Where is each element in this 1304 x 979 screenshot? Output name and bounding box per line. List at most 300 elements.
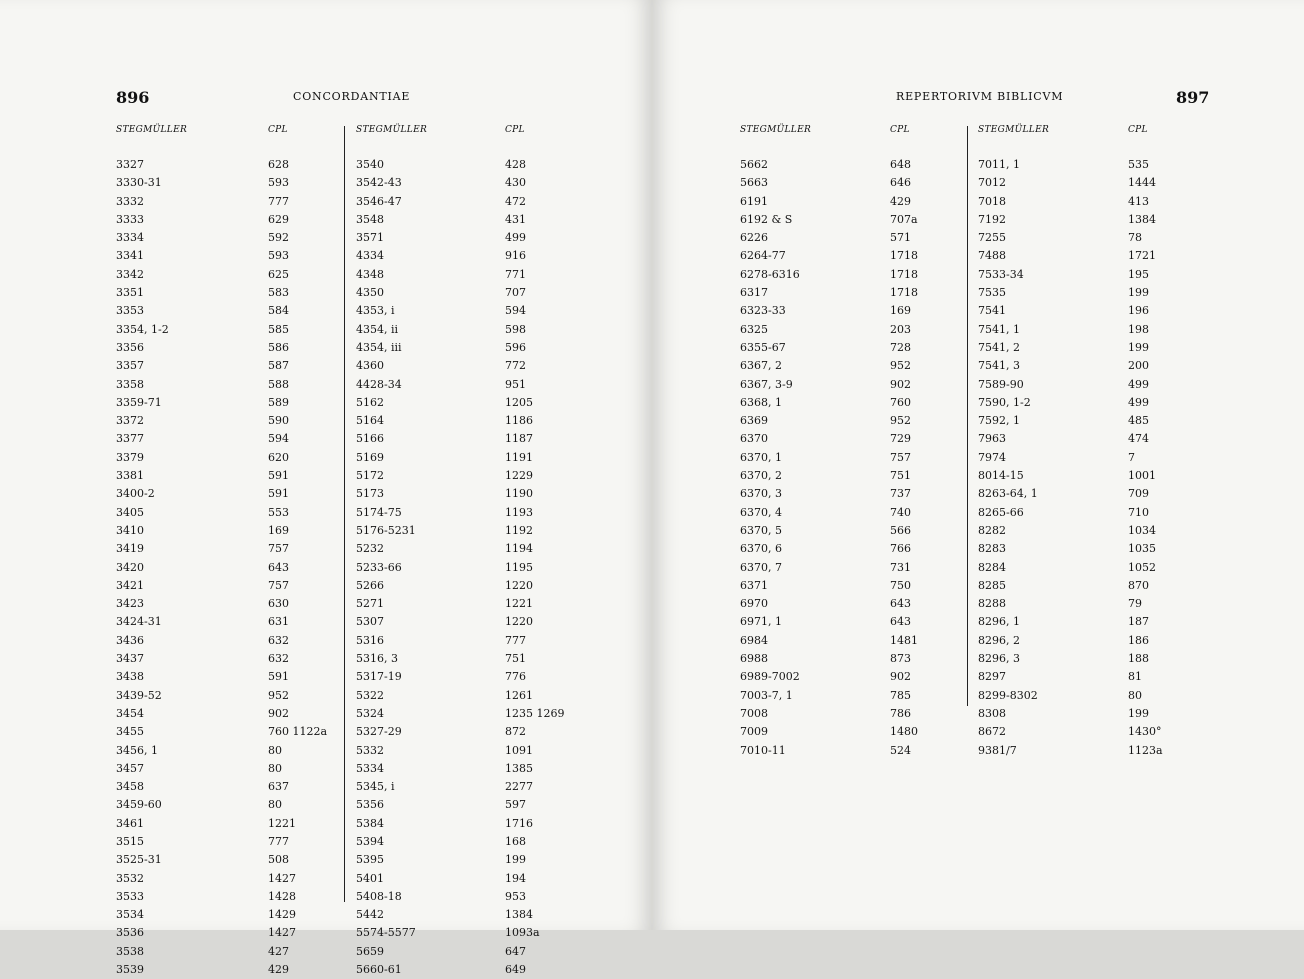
table-cell: 8282	[978, 523, 1006, 537]
table-cell: 5408-18	[356, 889, 402, 903]
table-cell: 1186	[505, 414, 533, 428]
table-cell: 3419	[116, 542, 144, 556]
table-cell: 902	[890, 670, 911, 684]
table-cell: 5345, i	[356, 780, 395, 794]
table-cell: 757	[890, 450, 911, 464]
table-cell: 5174-75	[356, 505, 402, 519]
table-cell: 1034	[1128, 523, 1156, 537]
table-cell: 535	[1128, 158, 1149, 171]
table-cell: 916	[505, 249, 526, 263]
table-cell: 5316, 3	[356, 652, 398, 666]
table-cell: 3534	[116, 908, 144, 922]
table-cell: 429	[890, 194, 911, 208]
table-cell: 632	[268, 633, 289, 647]
table-cell: 1384	[505, 908, 533, 922]
table-cell: 413	[1128, 194, 1149, 208]
table-cell: 429	[268, 963, 289, 977]
table-cell: 786	[890, 706, 911, 720]
table-cell: 707	[505, 286, 526, 300]
table-cell: 5327-29	[356, 725, 402, 739]
table-cell: 571	[890, 231, 911, 245]
table-cell: 594	[505, 304, 526, 318]
table-cell: 1194	[505, 542, 533, 556]
table-cell: 1091	[505, 743, 533, 757]
table-cell: 3377	[116, 432, 144, 446]
table-cell: 1235 1269	[505, 706, 565, 720]
table-cell: 1220	[505, 578, 533, 592]
table-cell: 8014-15	[978, 469, 1024, 483]
table-cell: 6367, 3-9	[740, 377, 793, 391]
table-cell: 428	[505, 158, 526, 171]
table-cell: 199	[1128, 286, 1149, 300]
table-cell: 195	[1128, 267, 1149, 281]
table-cell: 168	[505, 834, 526, 848]
table-cell: 80	[268, 798, 282, 812]
table-cell: 6988	[740, 652, 768, 666]
table-cell: 4354, iii	[356, 340, 402, 354]
table-cell: 777	[268, 194, 289, 208]
table-cell: 79	[1128, 597, 1142, 611]
table-cell: 1123a	[1128, 743, 1163, 757]
stegmuller-column	[740, 156, 800, 760]
table-cell: 3458	[116, 780, 144, 794]
table-cell: 1205	[505, 395, 533, 409]
table-cell: 5166	[356, 432, 384, 446]
table-cell: 5395	[356, 853, 384, 867]
table-cell: 78	[1128, 231, 1142, 245]
table-cell: 8288	[978, 597, 1006, 611]
table-cell: 3372	[116, 414, 144, 428]
table-cell: 585	[268, 322, 289, 336]
table-cell: 586	[268, 340, 289, 354]
table-cell: 199	[505, 853, 526, 867]
cpl-column	[268, 156, 327, 979]
table-cell: 1718	[890, 267, 918, 281]
table-cell: 8285	[978, 578, 1006, 592]
table-cell: 8283	[978, 542, 1006, 556]
table-cell: 3421	[116, 578, 144, 592]
table-cell: 7541, 1	[978, 322, 1020, 336]
table-cell: 508	[268, 853, 289, 867]
table-cell: 737	[890, 487, 911, 501]
table-cell: 3423	[116, 597, 144, 611]
table-cell: 6370, 5	[740, 523, 782, 537]
table-cell: 5266	[356, 578, 384, 592]
column-header-stegmuller: STEGMÜLLER	[740, 125, 812, 135]
table-cell: 5574-5577	[356, 926, 416, 940]
table-cell: 199	[1128, 340, 1149, 354]
table-cell: 766	[890, 542, 911, 556]
table-cell: 740	[890, 505, 911, 519]
table-cell: 7541, 3	[978, 359, 1020, 373]
table-cell: 7010-11	[740, 743, 786, 757]
table-cell: 1385	[505, 761, 533, 775]
table-cell: 953	[505, 889, 526, 903]
table-cell: 4353, i	[356, 304, 395, 318]
table-cell: 757	[268, 578, 289, 592]
table-cell: 524	[890, 743, 911, 757]
table-cell: 3332	[116, 194, 144, 208]
table-cell: 6370, 6	[740, 542, 782, 556]
table-cell: 1429	[268, 908, 296, 922]
table-cell: 196	[1128, 304, 1149, 318]
table-cell: 7541, 2	[978, 340, 1020, 354]
table-cell: 3410	[116, 523, 144, 537]
table-cell: 632	[268, 652, 289, 666]
table-cell: 3424-31	[116, 615, 162, 629]
stegmuller-column	[116, 156, 169, 979]
table-cell: 5660-61	[356, 963, 402, 977]
table-cell: 1190	[505, 487, 533, 501]
table-cell: 200	[1128, 359, 1149, 373]
table-cell: 7011, 1	[978, 158, 1020, 171]
table-cell: 3359-71	[116, 395, 162, 409]
table-cell: 3327	[116, 158, 144, 171]
table-cell: 777	[505, 633, 526, 647]
table-cell: 6971, 1	[740, 615, 782, 629]
table-cell: 7541	[978, 304, 1006, 318]
table-cell: 1444	[1128, 176, 1156, 190]
column-header-cpl: CPL	[268, 125, 288, 135]
table-cell: 203	[890, 322, 911, 336]
table-cell: 751	[505, 652, 526, 666]
table-cell: 7012	[978, 176, 1006, 190]
table-cell: 6370, 3	[740, 487, 782, 501]
table-cell: 3548	[356, 212, 384, 226]
column-header-stegmuller: STEGMÜLLER	[116, 125, 188, 135]
table-cell: 589	[268, 395, 289, 409]
table-cell: 7018	[978, 194, 1006, 208]
table-cell: 3538	[116, 944, 144, 958]
table-cell: 3461	[116, 816, 144, 830]
table-cell: 7192	[978, 212, 1006, 226]
table-cell: 597	[505, 798, 526, 812]
table-cell: 5271	[356, 597, 384, 611]
table-cell: 583	[268, 286, 289, 300]
table-cell: 902	[890, 377, 911, 391]
table-cell: 199	[1128, 706, 1149, 720]
table-cell: 5401	[356, 871, 384, 885]
table-cell: 3330-31	[116, 176, 162, 190]
table-cell: 3356	[116, 340, 144, 354]
table-cell: 649	[505, 963, 526, 977]
table-cell: 3454	[116, 706, 144, 720]
table-cell: 1001	[1128, 469, 1156, 483]
table-cell: 7	[1128, 450, 1135, 464]
table-cell: 951	[505, 377, 526, 391]
table-cell: 430	[505, 176, 526, 190]
table-cell: 3333	[116, 212, 144, 226]
table-cell: 5233-66	[356, 560, 402, 574]
table-cell: 9381/7	[978, 743, 1017, 757]
table-cell: 5663	[740, 176, 768, 190]
table-cell: 7009	[740, 725, 768, 739]
table-cell: 1716	[505, 816, 533, 830]
running-head: CONCORDANTIAE	[293, 90, 411, 103]
table-cell: 3405	[116, 505, 144, 519]
table-cell: 6370, 2	[740, 469, 782, 483]
table-cell: 169	[268, 523, 289, 537]
column-header-stegmuller: STEGMÜLLER	[978, 125, 1050, 135]
table-cell: 4428-34	[356, 377, 402, 391]
table-cell: 80	[268, 743, 282, 757]
table-cell: 6191	[740, 194, 768, 208]
table-cell: 6984	[740, 633, 768, 647]
table-cell: 5324	[356, 706, 384, 720]
table-cell: 8672	[978, 725, 1006, 739]
table-cell: 643	[890, 615, 911, 629]
page-number: 897	[1176, 88, 1210, 107]
table-cell: 777	[268, 834, 289, 848]
column-header-stegmuller: STEGMÜLLER	[356, 125, 428, 135]
table-cell: 6970	[740, 597, 768, 611]
table-cell: 5162	[356, 395, 384, 409]
cpl-column	[890, 156, 918, 760]
table-cell: 731	[890, 560, 911, 574]
table-cell: 3379	[116, 450, 144, 464]
table-cell: 1093a	[505, 926, 540, 940]
table-cell: 8308	[978, 706, 1006, 720]
table-cell: 591	[268, 469, 289, 483]
table-cell: 588	[268, 377, 289, 391]
table-cell: 776	[505, 670, 526, 684]
table-cell: 3532	[116, 871, 144, 885]
table-cell: 5164	[356, 414, 384, 428]
table-cell: 591	[268, 487, 289, 501]
table-cell: 499	[1128, 377, 1149, 391]
table-cell: 592	[268, 231, 289, 245]
table-cell: 3400-2	[116, 487, 155, 501]
table-cell: 591	[268, 670, 289, 684]
table-cell: 750	[890, 578, 911, 592]
table-cell: 1220	[505, 615, 533, 629]
table-cell: 3357	[116, 359, 144, 373]
table-cell: 1221	[505, 597, 533, 611]
table-cell: 5334	[356, 761, 384, 775]
table-cell: 7589-90	[978, 377, 1024, 391]
table-cell: 3437	[116, 652, 144, 666]
table-cell: 6371	[740, 578, 768, 592]
table-cell: 709	[1128, 487, 1149, 501]
table-cell: 3353	[116, 304, 144, 318]
table-cell: 620	[268, 450, 289, 464]
table-cell: 1430°	[1128, 725, 1162, 739]
table-cell: 8297	[978, 670, 1006, 684]
table-cell: 584	[268, 304, 289, 318]
table-cell: 6355-67	[740, 340, 786, 354]
table-cell: 4348	[356, 267, 384, 281]
table-cell: 5317-19	[356, 670, 402, 684]
table-cell: 7008	[740, 706, 768, 720]
table-cell: 6192 & S	[740, 212, 793, 226]
table-cell: 1718	[890, 249, 918, 263]
table-cell: 7535	[978, 286, 1006, 300]
table-cell: 3354, 1-2	[116, 322, 169, 336]
table-cell: 81	[1128, 670, 1142, 684]
table-cell: 4360	[356, 359, 384, 373]
table-cell: 5662	[740, 158, 768, 171]
table-cell: 5232	[356, 542, 384, 556]
table-cell: 630	[268, 597, 289, 611]
table-cell: 6370	[740, 432, 768, 446]
table-cell: 596	[505, 340, 526, 354]
table-cell: 4354, ii	[356, 322, 399, 336]
table-cell: 186	[1128, 633, 1149, 647]
table-cell: 8265-66	[978, 505, 1024, 519]
table-cell: 873	[890, 652, 911, 666]
table-cell: 3571	[356, 231, 384, 245]
column-divider	[967, 126, 968, 706]
table-cell: 590	[268, 414, 289, 428]
running-head: REPERTORIVM BIBLICVM	[896, 90, 1064, 103]
table-cell: 3546-47	[356, 194, 402, 208]
table-cell: 188	[1128, 652, 1149, 666]
table-cell: 7590, 1-2	[978, 395, 1031, 409]
table-cell: 3358	[116, 377, 144, 391]
table-cell: 6325	[740, 322, 768, 336]
table-cell: 646	[890, 176, 911, 190]
table-cell: 3342	[116, 267, 144, 281]
table-cell: 1480	[890, 725, 918, 739]
table-cell: 870	[1128, 578, 1149, 592]
table-cell: 6369	[740, 414, 768, 428]
table-cell: 3456, 1	[116, 743, 158, 757]
table-cell: 8284	[978, 560, 1006, 574]
table-cell: 751	[890, 469, 911, 483]
table-cell: 643	[890, 597, 911, 611]
table-cell: 1052	[1128, 560, 1156, 574]
table-cell: 952	[890, 359, 911, 373]
table-cell: 553	[268, 505, 289, 519]
cpl-column	[1128, 156, 1163, 760]
table-cell: 628	[268, 158, 289, 171]
table-cell: 5172	[356, 469, 384, 483]
stegmuller-column	[978, 156, 1038, 760]
table-cell: 8296, 3	[978, 652, 1020, 666]
table-cell: 729	[890, 432, 911, 446]
table-cell: 7003-7, 1	[740, 688, 793, 702]
table-cell: 1428	[268, 889, 296, 903]
table-cell: 3381	[116, 469, 144, 483]
table-cell: 952	[268, 688, 289, 702]
table-cell: 707a	[890, 212, 918, 226]
page-number: 896	[116, 88, 150, 107]
table-cell: 728	[890, 340, 911, 354]
table-cell: 485	[1128, 414, 1149, 428]
table-cell: 474	[1128, 432, 1149, 446]
table-cell: 80	[268, 761, 282, 775]
table-cell: 594	[268, 432, 289, 446]
table-cell: 1718	[890, 286, 918, 300]
table-cell: 587	[268, 359, 289, 373]
table-cell: 1721	[1128, 249, 1156, 263]
table-cell: 648	[890, 158, 911, 171]
table-cell: 5169	[356, 450, 384, 464]
table-cell: 760	[890, 395, 911, 409]
table-cell: 6367, 2	[740, 359, 782, 373]
table-cell: 5322	[356, 688, 384, 702]
column-header-cpl: CPL	[505, 125, 525, 135]
cpl-column	[505, 156, 565, 979]
table-cell: 3542-43	[356, 176, 402, 190]
table-cell: 952	[890, 414, 911, 428]
table-cell: 5442	[356, 908, 384, 922]
table-cell: 566	[890, 523, 911, 537]
table-cell: 5659	[356, 944, 384, 958]
table-cell: 760 1122a	[268, 725, 328, 739]
table-cell: 593	[268, 249, 289, 263]
table-cell: 1195	[505, 560, 533, 574]
table-cell: 3334	[116, 231, 144, 245]
table-cell: 5394	[356, 834, 384, 848]
table-cell: 6264-77	[740, 249, 786, 263]
table-cell: 772	[505, 359, 526, 373]
table-cell: 6370, 4	[740, 505, 782, 519]
table-cell: 1192	[505, 523, 533, 537]
table-cell: 1229	[505, 469, 533, 483]
table-cell: 3420	[116, 560, 144, 574]
table-cell: 1384	[1128, 212, 1156, 226]
table-cell: 5176-5231	[356, 523, 416, 537]
table-cell: 7488	[978, 249, 1006, 263]
table-cell: 3539	[116, 963, 144, 977]
table-cell: 7255	[978, 231, 1006, 245]
table-cell: 785	[890, 688, 911, 702]
table-cell: 4350	[356, 286, 384, 300]
table-cell: 431	[505, 212, 526, 226]
table-cell: 1187	[505, 432, 533, 446]
table-cell: 1191	[505, 450, 533, 464]
table-cell: 3351	[116, 286, 144, 300]
table-cell: 3525-31	[116, 853, 162, 867]
table-cell: 7963	[978, 432, 1006, 446]
table-cell: 5307	[356, 615, 384, 629]
table-cell: 187	[1128, 615, 1149, 629]
table-cell: 3515	[116, 834, 144, 848]
table-cell: 8296, 1	[978, 615, 1020, 629]
table-cell: 5384	[356, 816, 384, 830]
right-page	[652, 0, 1304, 930]
table-cell: 80	[1128, 688, 1142, 702]
table-cell: 6226	[740, 231, 768, 245]
table-cell: 3455	[116, 725, 144, 739]
table-cell: 5356	[356, 798, 384, 812]
table-cell: 3436	[116, 633, 144, 647]
table-cell: 8299-8302	[978, 688, 1038, 702]
table-cell: 3341	[116, 249, 144, 263]
table-cell: 3533	[116, 889, 144, 903]
table-cell: 6317	[740, 286, 768, 300]
table-cell: 427	[268, 944, 289, 958]
table-cell: 3540	[356, 158, 384, 171]
table-cell: 472	[505, 194, 526, 208]
table-cell: 1427	[268, 926, 296, 940]
table-cell: 198	[1128, 322, 1149, 336]
table-cell: 593	[268, 176, 289, 190]
table-cell: 1221	[268, 816, 296, 830]
column-header-cpl: CPL	[1128, 125, 1148, 135]
table-cell: 6323-33	[740, 304, 786, 318]
table-cell: 7592, 1	[978, 414, 1020, 428]
table-cell: 3439-52	[116, 688, 162, 702]
table-cell: 3536	[116, 926, 144, 940]
table-cell: 6370, 7	[740, 560, 782, 574]
table-cell: 629	[268, 212, 289, 226]
table-cell: 637	[268, 780, 289, 794]
table-cell: 3459-60	[116, 798, 162, 812]
table-cell: 1035	[1128, 542, 1156, 556]
table-cell: 1261	[505, 688, 533, 702]
